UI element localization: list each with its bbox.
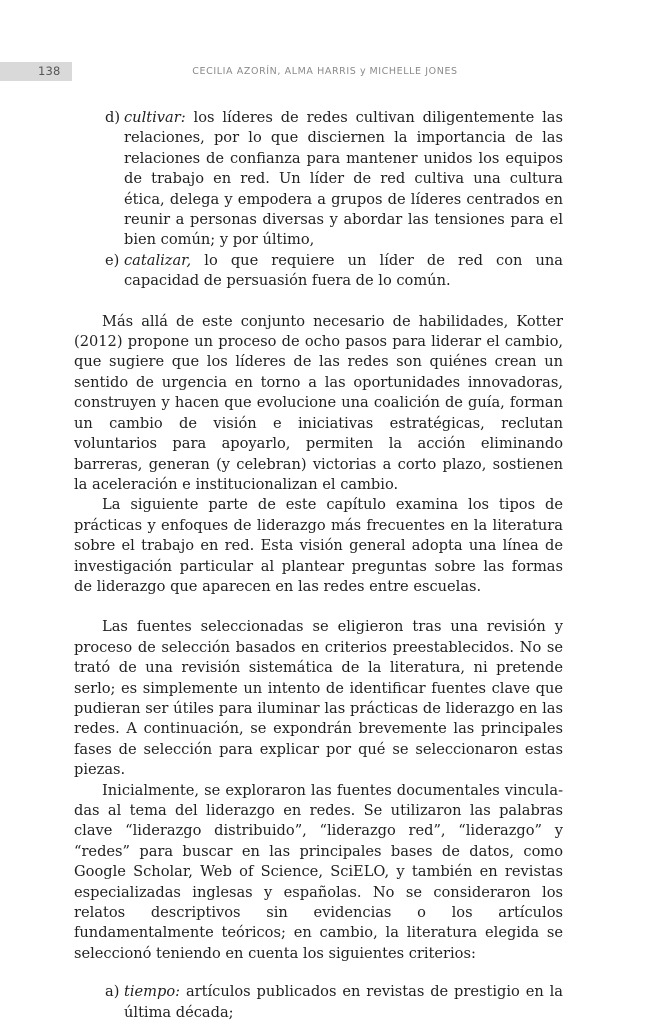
list-term: catalizar, [124,251,192,269]
section-gap [74,292,563,312]
page-number: 138 [38,64,61,78]
list-marker: d) [105,109,121,126]
running-head-authors: CECILIA AZORÍN, ALMA HARRIS [192,66,357,77]
list-text: los líderes de redes cultivan diligentemente las relaciones, por lo que disciernen la importancia de las relaciones de confianza para mantener unidos los equipos de trabajo en red. Un líder de red cultiva una cultura ética, delega y empodera a grupos de líderes centrados en reunir a personas diversas y abordar las tensiones para el bien común; y por último, [124,109,563,249]
paragraph: La siguiente parte de este capítulo examina los tipos de prácticas y enfoques de liderazgo más frecuentes en la literatura sobre el trabajo en red. Esta visión general adopta una línea de investigación particular al plantear preguntas sobre las formas de liderazgo que aparecen en las redes entre escuelas. [74,496,563,595]
list-item [74,251,563,292]
list-term: tiempo: [124,983,181,1001]
section-gap [74,964,563,982]
running-head-author-last: MICHELLE JONES [369,66,458,77]
section-gap [74,597,563,617]
list-text: artículos publicados en revistas de prestigio en la última década; [124,983,563,1021]
running-head-conjunction: y [360,66,366,77]
list-marker: e) [105,251,120,269]
list-marker: a) [105,983,120,1001]
list-term: cultivar: [124,109,186,126]
body-text [74,108,563,1023]
paragraph: Más allá de este conjunto necesario de habilidades, Kotter (2012) propone un proceso de ocho pasos para liderar el cambio, que sugiere que los líderes de las redes son quiénes crean un sentido de urgencia en torno a las oportunidades innovadoras, construyen y hacen que evolucione una coalición de guía, forman un cambio de visión e iniciativas estratégicas, reclutan voluntarios para apoyarlo, permiten la acción eliminando barreras, generan (y celebran) victorias a corto plazo, sostienen la aceleración e institucionalizan el cambio. [74,312,563,493]
list-text: lo que requiere un líder de red con una capacidad de persuasión fuera de lo común. [124,251,563,290]
list-item [74,108,563,251]
list-item [74,982,563,1023]
paragraph: Inicialmente, se exploraron las fuentes documentales vinculadas al tema del liderazgo en redes. Se utilizaron las palabras clave “liderazgo distribuido”, “liderazgo red”, “liderazgo” y “redes” para buscar en las principales bases de datos, como Google Scholar, Web of Science, SciELO, y también en revistas especializadas inglesas y españolas. No se consideraron los relatos descriptivos sin evidencias o los artículos fundamentalmente teóricos; en cambio, la literatura elegida se seleccionó teniendo en cuenta los siguientes criterios: [74,781,563,962]
paragraph: Las fuentes seleccionadas se eligieron tras una revisión y proceso de selección basados en criterios preestablecidos. No se trató de una revisión sistemática de la literatura, ni pretende serlo; es simplemente un intento de identificar fuentes clave que pudieran ser útiles para iluminar las prácticas de liderazgo en las redes. A continuación, se expondrán brevemente las principales fases de selección para explicar por qué se seleccionaron estas piezas. [74,618,563,779]
running-head [0,66,650,77]
